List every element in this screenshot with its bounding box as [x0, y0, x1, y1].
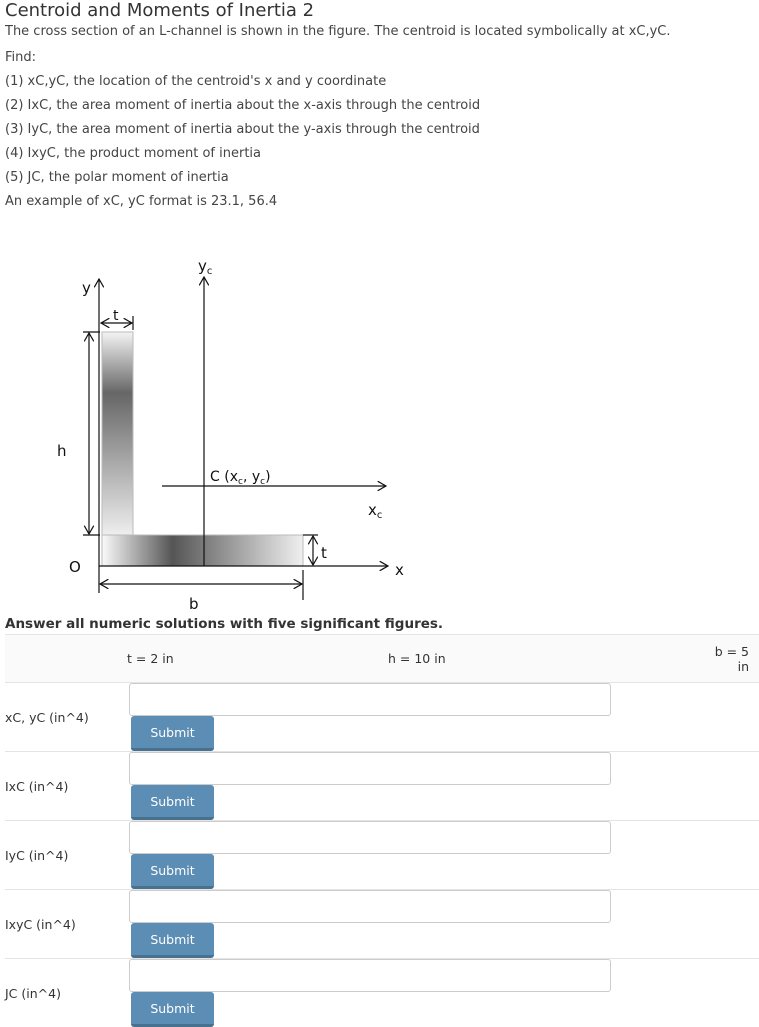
- row-label: xC, yC (in^4): [5, 683, 125, 752]
- row-label: JC (in^4): [5, 959, 125, 1027]
- x-axis-label: x: [395, 561, 404, 579]
- row-label: IxyC (in^4): [5, 890, 125, 959]
- given-b: b = 5 in: [700, 635, 759, 683]
- xc-yc-input[interactable]: [129, 683, 611, 716]
- centroid-label: C ($x_c$, $y_c$): [210, 469, 271, 487]
- answer-row: [5, 890, 759, 959]
- answer-row: [5, 959, 759, 1027]
- intro-text: The cross section of an L-channel is shown in the figure. The centroid is located symbolically at xC,yC.: [5, 24, 671, 39]
- find-item-5: (5) JC, the polar moment of inertia: [5, 170, 229, 185]
- ixyc-input[interactable]: [129, 890, 611, 923]
- iyc-input[interactable]: [129, 821, 611, 854]
- submit-button[interactable]: Submit: [131, 716, 214, 751]
- yc-axis-label: $y_c$: [198, 257, 212, 277]
- answer-row: [5, 683, 759, 752]
- submit-button[interactable]: Submit: [131, 923, 214, 958]
- answer-row: [5, 752, 759, 821]
- answer-table: [5, 634, 759, 1027]
- t-top-label: t: [113, 308, 119, 324]
- h-label: h: [57, 442, 67, 460]
- t-right-label: t: [321, 544, 327, 562]
- row-label: IyC (in^4): [5, 821, 125, 890]
- given-t: t = 2 in: [125, 635, 388, 683]
- row-label: IxC (in^4): [5, 752, 125, 821]
- answer-row: [5, 821, 759, 890]
- xc-axis-label: $x_c$: [368, 501, 382, 521]
- origin-label: O: [69, 558, 81, 576]
- submit-button[interactable]: Submit: [131, 992, 214, 1027]
- jc-input[interactable]: [129, 959, 611, 992]
- find-item-3: (3) IyC, the area moment of inertia about the y-axis through the centroid: [5, 122, 480, 137]
- submit-button[interactable]: Submit: [131, 785, 214, 820]
- find-item-1: (1) xC,yC, the location of the centroid's x and y coordinate: [5, 74, 386, 89]
- example-text: An example of xC, yC format is 23.1, 56.4: [5, 194, 277, 209]
- find-item-2: (2) IxC, the area moment of inertia about the x-axis through the centroid: [5, 98, 480, 113]
- given-h: h = 10 in: [388, 635, 700, 683]
- find-item-4: (4) IxyC, the product moment of inertia: [5, 146, 261, 161]
- submit-button[interactable]: Submit: [131, 854, 214, 889]
- b-label: b: [189, 595, 199, 613]
- find-label: Find:: [5, 50, 36, 65]
- given-values-row: [5, 635, 759, 683]
- horizontal-flange: [102, 535, 303, 566]
- page-title: Centroid and Moments of Inertia 2: [5, 0, 314, 21]
- vertical-flange: [102, 332, 133, 535]
- significant-figures-note: Answer all numeric solutions with five significant figures.: [5, 616, 443, 632]
- ixc-input[interactable]: [129, 752, 611, 785]
- y-axis-label: y: [82, 279, 91, 297]
